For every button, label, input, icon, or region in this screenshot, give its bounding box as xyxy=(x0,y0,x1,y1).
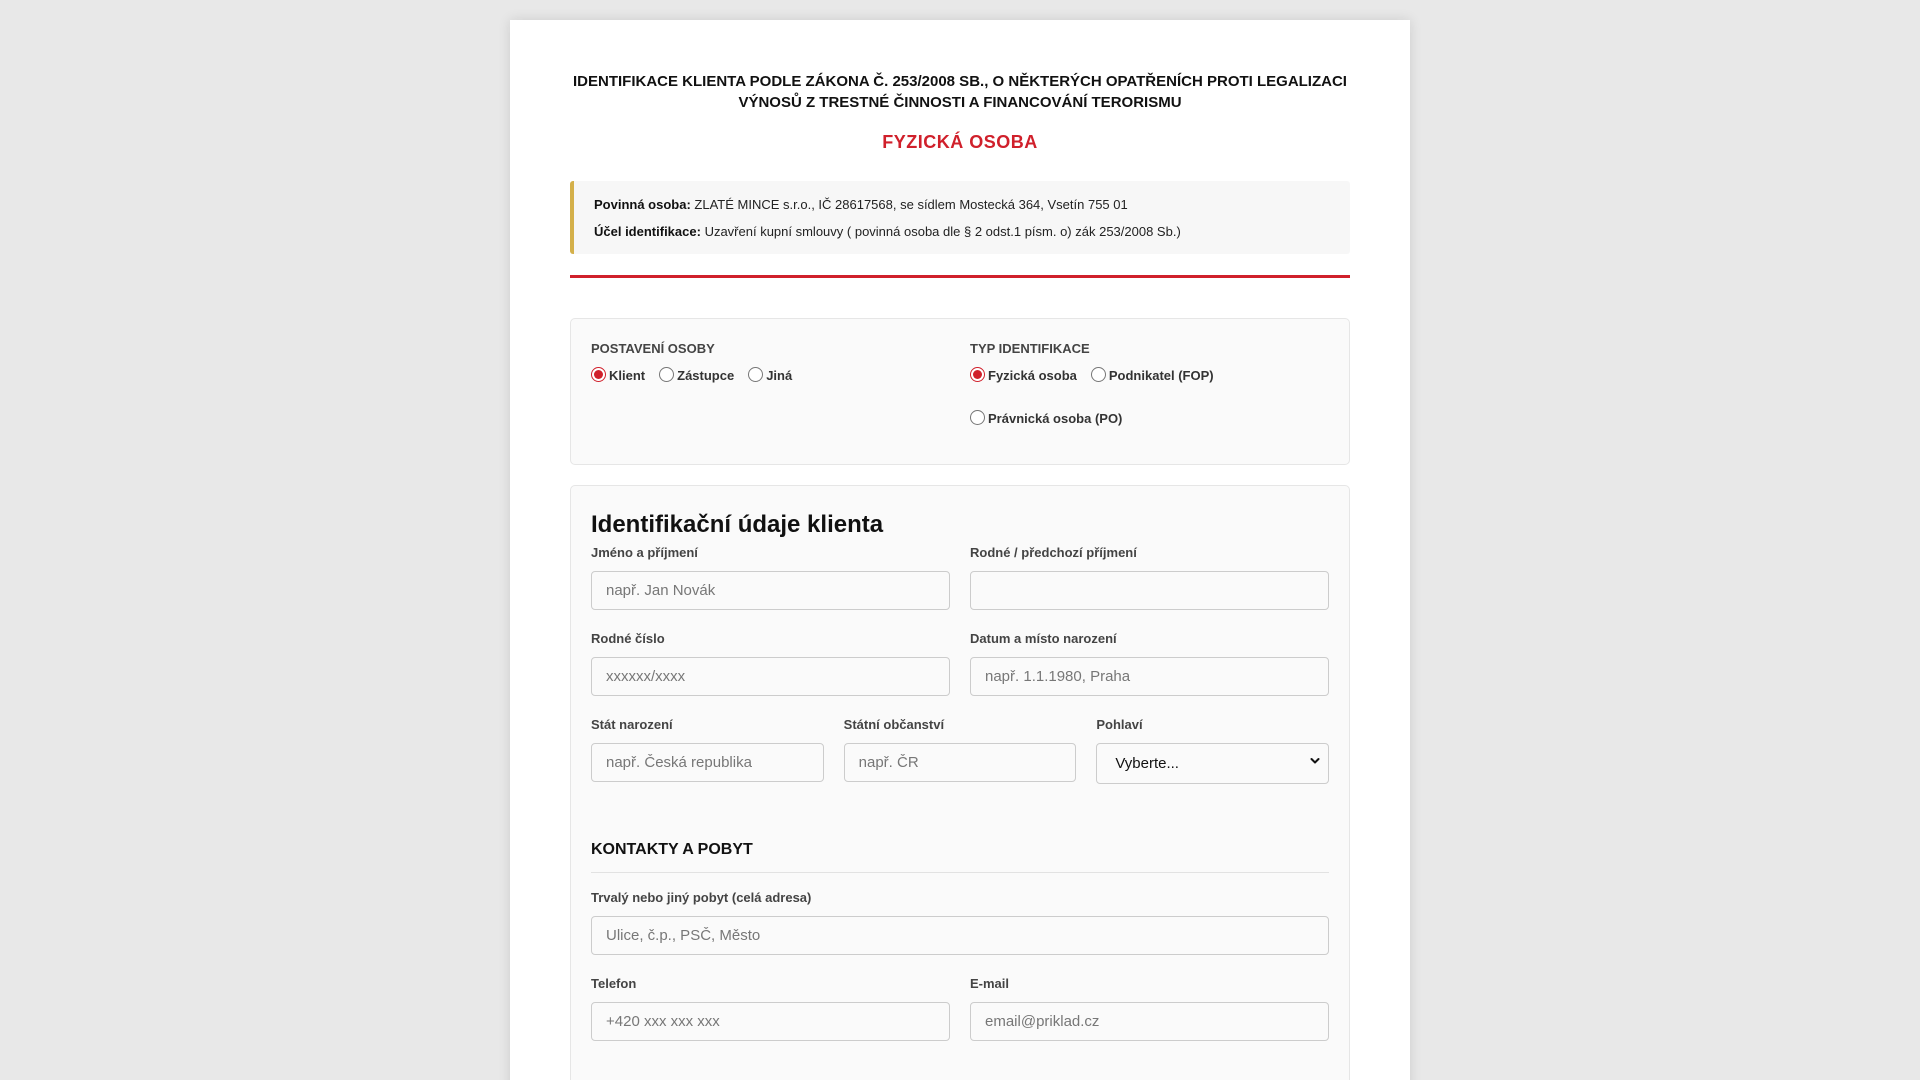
birth-country-input[interactable] xyxy=(591,743,824,782)
gender-label: Pohlaví xyxy=(1096,717,1143,732)
obliged-person-row xyxy=(594,196,1330,213)
position-radio-group xyxy=(591,367,950,385)
birth-number-field xyxy=(591,631,950,696)
id-type-group-label: TYP IDENTIFIKACE xyxy=(970,341,1090,356)
document-title: IDENTIFIKACE KLIENTA PODLE ZÁKONA Č. 253/2008 SB., O NĚKTERÝCH OPATŘENÍCH PROTI LEGALIZACI VÝNOSŮ Z TRESTNÉ ČINNOSTI A FINANCOVÁNÍ TERORISMU xyxy=(573,73,1347,111)
birth-surname-field xyxy=(970,545,1329,610)
radio-label: Klient xyxy=(609,368,646,383)
position-group-label: POSTAVENÍ OSOBY xyxy=(591,341,715,356)
email-input[interactable] xyxy=(970,1002,1329,1041)
radio-checked-icon[interactable] xyxy=(970,367,985,382)
id-type-group xyxy=(970,339,1329,444)
divider-red xyxy=(570,275,1350,278)
birth-date-place-field xyxy=(970,631,1329,696)
address-field xyxy=(591,890,1329,955)
gender-field xyxy=(1096,717,1329,784)
id-type-radio-group xyxy=(970,367,1329,428)
radio-id-type-fyzicka-osoba[interactable] xyxy=(970,367,1077,385)
origin-row xyxy=(591,717,1329,784)
section-bottom-spacer xyxy=(591,1041,1329,1080)
radio-position-jina[interactable] xyxy=(748,367,792,385)
radio-label: Jiná xyxy=(766,368,793,383)
person-type-section xyxy=(570,318,1350,465)
radio-position-klient[interactable] xyxy=(591,367,645,385)
birth-date-place-input[interactable] xyxy=(970,657,1329,696)
contacts-subsection-title: KONTAKTY A POBYT xyxy=(591,841,1329,873)
contact-row xyxy=(591,976,1329,1041)
identification-purpose-row xyxy=(594,223,1330,240)
radio-position-zastupce[interactable] xyxy=(659,367,734,385)
radio-id-type-pravnicka-osoba[interactable] xyxy=(970,410,1122,428)
email-label: E-mail xyxy=(970,976,1010,991)
name-label: Jméno a příjmení xyxy=(591,545,698,560)
address-label: Trvalý nebo jiný pobyt (celá adresa) xyxy=(591,890,812,905)
birth-surname-input[interactable] xyxy=(970,571,1329,610)
radio-unchecked-icon[interactable] xyxy=(1091,367,1106,382)
address-input[interactable] xyxy=(591,916,1329,955)
birth-surname-label: Rodné / předchozí příjmení xyxy=(970,545,1137,560)
name-input[interactable] xyxy=(591,571,950,610)
client-identification-section xyxy=(570,485,1350,1080)
birth-date-place-label: Datum a místo narození xyxy=(970,631,1117,646)
document-subtitle: FYZICKÁ OSOBA xyxy=(882,132,1038,152)
citizenship-input[interactable] xyxy=(844,743,1077,782)
obliged-person-value: ZLATÉ MINCE s.r.o., IČ 28617568, se sídlem Mostecká 364, Vsetín 755 01 xyxy=(694,197,1128,212)
gender-select-wrap xyxy=(1096,743,1329,784)
radio-unchecked-icon[interactable] xyxy=(970,410,985,425)
birth-number-row xyxy=(591,631,1329,696)
position-group xyxy=(591,339,950,444)
birth-number-input[interactable] xyxy=(591,657,950,696)
name-field xyxy=(591,545,950,610)
citizenship-field xyxy=(844,717,1077,784)
radio-label: Fyzická osoba xyxy=(988,368,1077,383)
birth-country-field xyxy=(591,717,824,784)
email-field xyxy=(970,976,1329,1041)
client-section-heading: Identifikační údaje klienta xyxy=(591,511,884,538)
radio-label: Podnikatel (FOP) xyxy=(1108,368,1214,383)
birth-country-label: Stát narození xyxy=(591,717,673,732)
phone-field xyxy=(591,976,950,1041)
identification-purpose-value: Uzavření kupní smlouvy ( povinná osoba dle § 2 odst.1 písm. o) zák 253/2008 Sb.) xyxy=(704,224,1181,239)
radio-unchecked-icon[interactable] xyxy=(659,367,674,382)
citizenship-label: Státní občanství xyxy=(843,717,945,732)
name-row xyxy=(591,545,1329,610)
birth-number-label: Rodné číslo xyxy=(591,631,665,646)
phone-input[interactable] xyxy=(591,1002,950,1041)
phone-label: Telefon xyxy=(591,976,637,991)
obliged-person-info-box xyxy=(570,181,1350,254)
radio-unchecked-icon[interactable] xyxy=(748,367,763,382)
radio-checked-icon[interactable] xyxy=(591,367,606,382)
gender-select[interactable] xyxy=(1096,743,1329,784)
radio-label: Právnická osoba (PO) xyxy=(988,411,1123,426)
radio-id-type-podnikatel[interactable] xyxy=(1091,367,1214,385)
obliged-person-label: Povinná osoba: xyxy=(594,197,691,212)
identification-purpose-label: Účel identifikace: xyxy=(594,224,701,239)
radio-label: Zástupce xyxy=(677,368,735,383)
form-page xyxy=(510,20,1410,1080)
